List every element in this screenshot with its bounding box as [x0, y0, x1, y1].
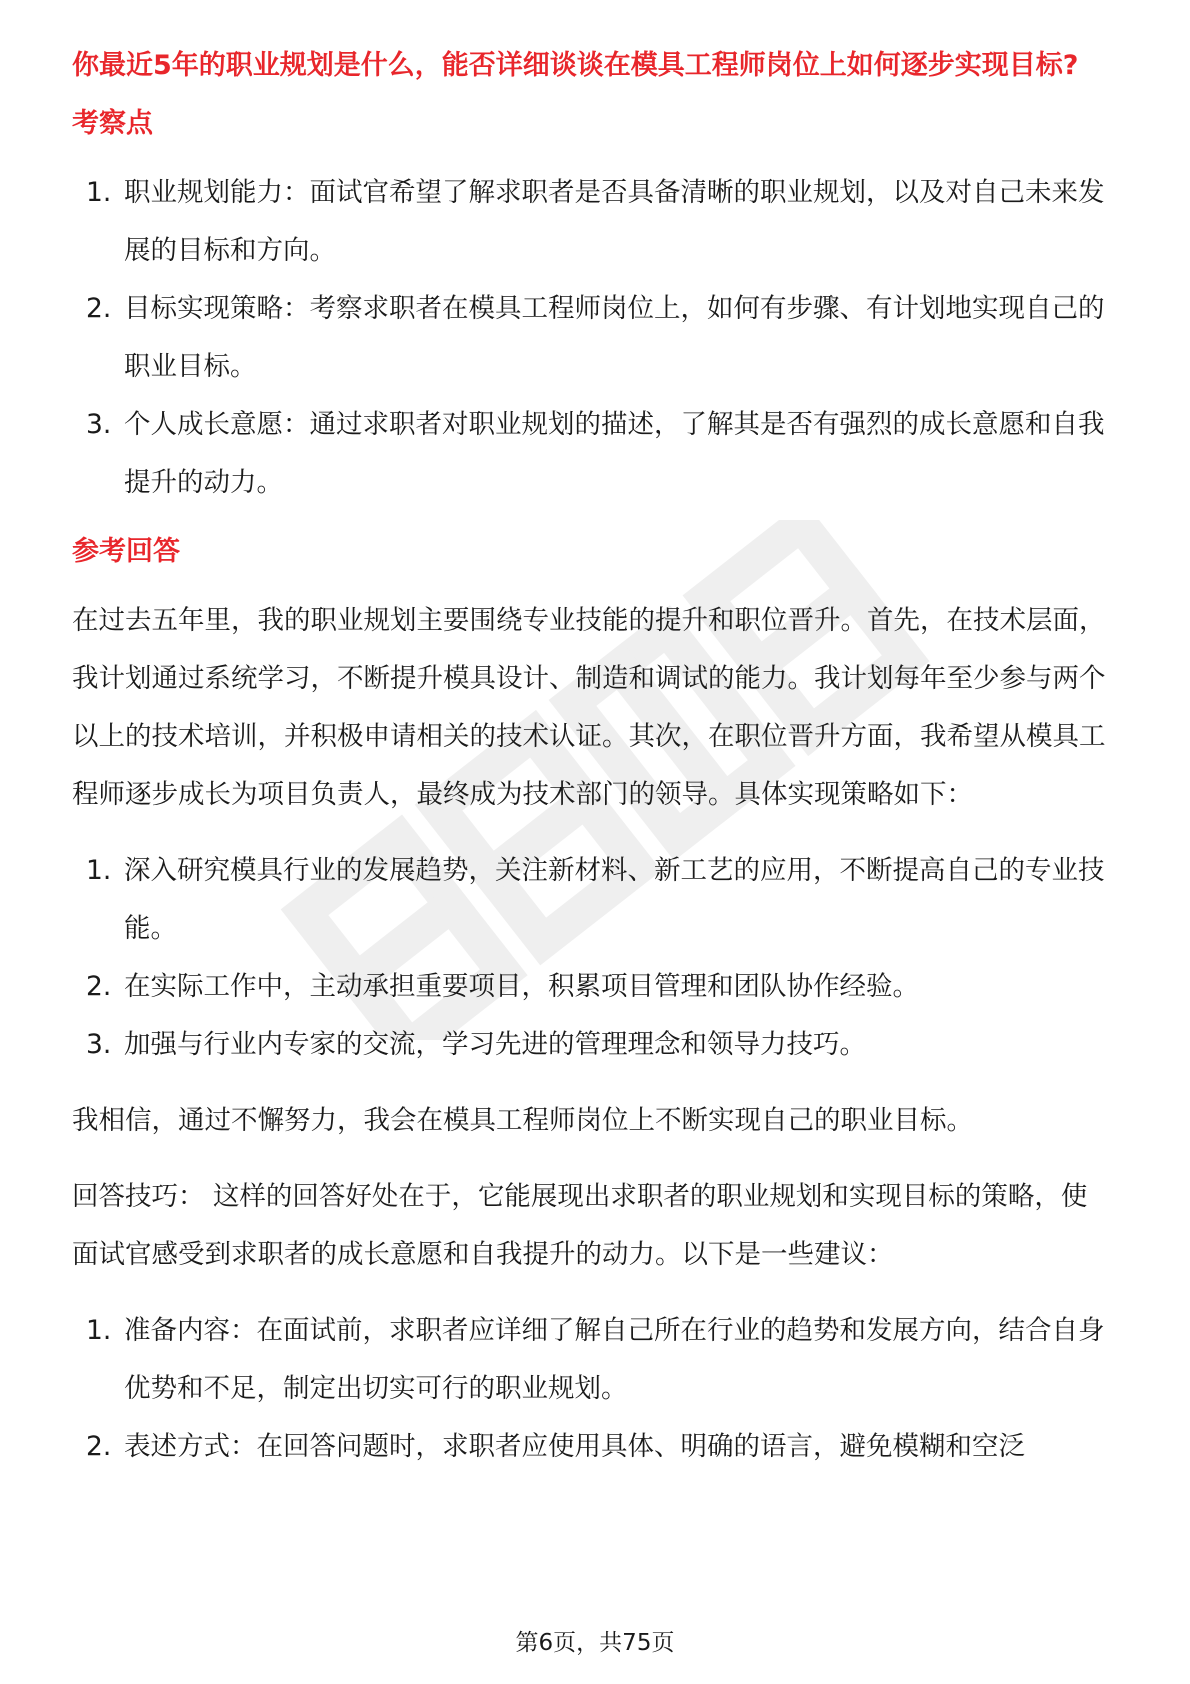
list-item: [72, 280, 1112, 396]
list-text: 准备内容：在面试前，求职者应详细了解自己所在行业的趋势和发展方向，结合自身优势和不足，制定出切实可行的职业规划。: [124, 1315, 1105, 1404]
list-text: 目标实现策略：考察求职者在模具工程师岗位上，如何有步骤、有计划地实现自己的职业目标。: [124, 293, 1105, 382]
section-title-answer: 参考回答: [72, 536, 180, 567]
list-text: 深入研究模具行业的发展趋势，关注新材料、新工艺的应用，不断提高自己的专业技能。: [124, 855, 1105, 944]
tips-list: [72, 1302, 1112, 1476]
question-heading: 你最近5年的职业规划是什么，能否详细谈谈在模具工程师岗位上如何逐步实现目标?: [72, 50, 1079, 81]
list-text: 加强与行业内专家的交流，学习先进的管理理念和领导力技巧。: [124, 1029, 866, 1060]
list-number: 1.: [86, 177, 112, 208]
list-number: 2.: [86, 293, 112, 324]
document-content: [72, 48, 1112, 1476]
list-item: [72, 396, 1112, 512]
list-number: 2.: [86, 971, 112, 1002]
list-number: 1.: [86, 855, 112, 886]
list-number: 1.: [86, 1315, 112, 1346]
list-item: [72, 1016, 1112, 1074]
answer-intro-paragraph: 在过去五年里，我的职业规划主要围绕专业技能的提升和职位晋升。首先，在技术层面，我计划通过系统学习，不断提升模具设计、制造和调试的能力。我计划每年至少参与两个以上的技术培训，并积极申请相关的技术认证。其次，在职位晋升方面，我希望从模具工程师逐步成长为项目负责人，最终成为技术部门的领导。具体实现策略如下：: [72, 605, 1106, 810]
answer-conclusion-paragraph: 我相信，通过不懈努力，我会在模具工程师岗位上不断实现自己的职业目标。: [72, 1105, 973, 1136]
observation-list: [72, 164, 1112, 512]
list-text: 个人成长意愿：通过求职者对职业规划的描述，了解其是否有强烈的成长意愿和自我提升的动力。: [124, 409, 1105, 498]
list-text: 表述方式：在回答问题时，求职者应使用具体、明确的语言，避免模糊和空泛: [124, 1431, 1025, 1462]
answer-list: [72, 842, 1112, 1074]
list-item: [72, 1302, 1112, 1418]
tips-intro-paragraph: 回答技巧： 这样的回答好处在于，它能展现出求职者的职业规划和实现目标的策略，使面试官感受到求职者的成长意愿和自我提升的动力。以下是一些建议：: [72, 1181, 1088, 1270]
list-number: 2.: [86, 1431, 112, 1462]
list-item: [72, 958, 1112, 1016]
list-text: 在实际工作中，主动承担重要项目，积累项目管理和团队协作经验。: [124, 971, 919, 1002]
list-text: 职业规划能力：面试官希望了解求职者是否具备清晰的职业规划，以及对自己未来发展的目标和方向。: [124, 177, 1105, 266]
list-item: [72, 1418, 1112, 1476]
page-footer: 第6页，共75页: [515, 1630, 675, 1656]
list-item: [72, 842, 1112, 958]
section-title-observation: 考察点: [72, 108, 153, 139]
list-number: 3.: [86, 1029, 112, 1060]
list-item: [72, 164, 1112, 280]
list-number: 3.: [86, 409, 112, 440]
